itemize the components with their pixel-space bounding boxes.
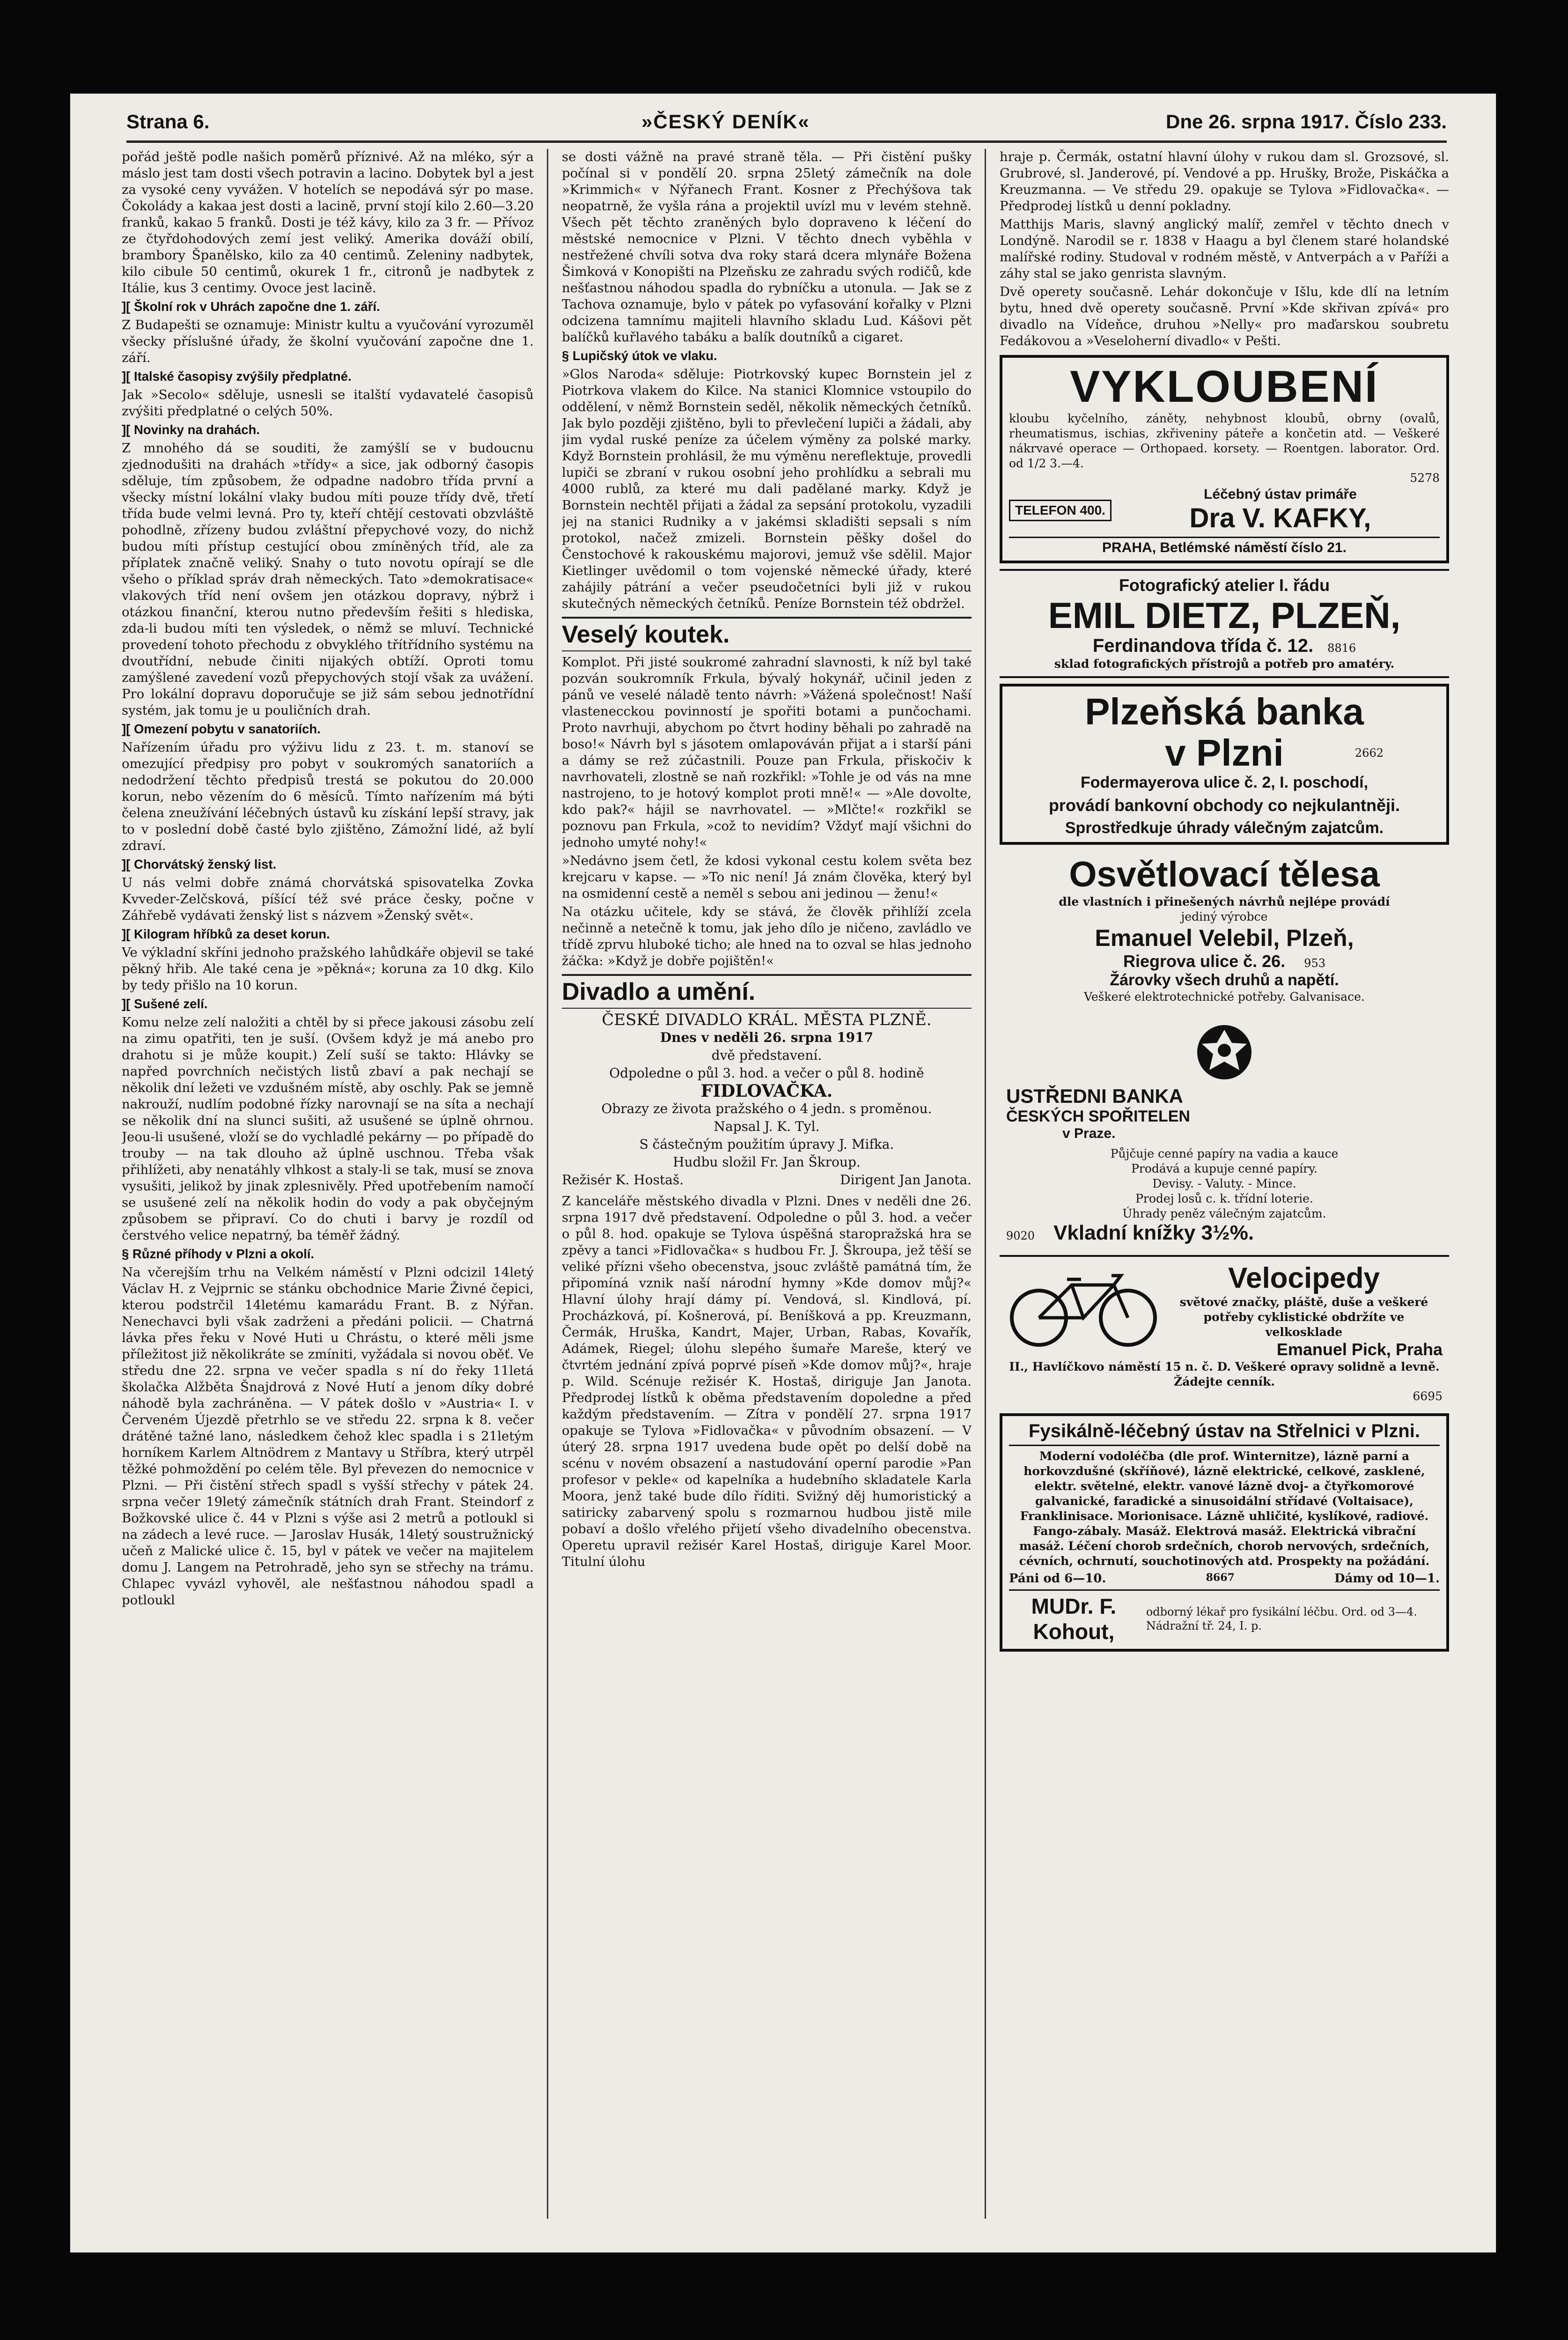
article-text: Matthijs Maris, slavný anglický malíř, zemřel v těchto dnech v Londýně. Narodil se r. 1838 v Haagu a byl členem staré holandské malířské rodiny. Studoval v rodném městě, v Antverpách a v Paříži a záhy stal se jako genrista slavným. [1000, 217, 1449, 281]
play-author: Napsal J. K. Tyl. [714, 1119, 820, 1134]
ad-subtitle: Fotografický atelier I. řádu [1119, 576, 1330, 595]
page-number: Strana 6. [126, 111, 210, 133]
article-text: U nás velmi dobře známá chorvátská spisovatelka Zovka Kvveder-Zelčsková, píšící též své práce česky, počne v Záhřebě vydávati ženský list s názvem »Ženský svět«. [122, 875, 534, 923]
ad-text: sklad fotografických přístrojů a potřeb pro amatéry. [1054, 657, 1395, 671]
ad-text: Prodává a kupuje cenné papíry. [1131, 1162, 1318, 1175]
column-middle [562, 149, 972, 2219]
article-headline: ][ Sušené zelí. [122, 997, 208, 1011]
article-text: hraje p. Čermák, ostatní hlavní úlohy v rukou dam sl. Grozsové, sl. Grubrové, sl. Janderové, pí. Vendové a pp. Hrušky, Brože, Piskáčka a Kreuzmanna. — Ve středu 29. opakuje se Tylova »Fidlovačka«. — Předprodej lístků u denní pokladny. [1000, 149, 1449, 214]
column-rule [985, 149, 986, 2219]
ad-text: odborný lékař pro fysikální léčbu. Ord. od 3—4. Nádražní tř. 24, I. p. [1146, 1605, 1417, 1632]
play-music: Hudbu složil Fr. Jan Škroup. [673, 1154, 861, 1170]
ad-address: II., Havlíčkovo náměstí 15 n. č. D. Veškeré opravy solidně a levně. Žádejte cenník. [1009, 1360, 1440, 1388]
play-title: FIDLOVAČKA. [700, 1081, 833, 1101]
article-headline: ][ Omezení pobytu v sanatoriích. [122, 722, 321, 736]
article-headline: ][ Školní rok v Uhrách započne dne 1. září. [122, 299, 380, 314]
ad-text: světové značky, pláště, duše a veškeré potřeby cyklistické obdržíte ve velkosklade [1179, 1295, 1428, 1339]
ad-name: MUDr. F. Kohout, [1031, 1594, 1117, 1644]
play-subtitle: Obrazy ze života pražského o 4 jedn. s proměnou. [601, 1101, 932, 1116]
ad-headline: Fysikálně-léčebný ústav na Střelnici v Plzni. [1009, 1421, 1440, 1446]
theatre-date: Dnes v neděli 26. srpna 1917 [660, 1030, 874, 1045]
newspaper-title: »ČESKÝ DENÍK« [641, 111, 810, 133]
theatre-article: Z kanceláře městského divadla v Plzni. Dnes v neděli dne 26. srpna 1917 dvě představení. Odpoledne o půl 3. hod. a večer o půl 8. hod. opakuje se Tylova úspěšná staropražská hra se zpěvy a tanci »Fidlovačka« s hudbou Fr. J. Škroupa, jež těší se veliké přízni všeho obecenstva, jsouc zvláště památná tím, že připomíná vznik naší národní hymny »Kde domov můj?« Hlavní úlohy hrají dámy pí. Vendová, sl. Kindlová, pí. Procházková, pí. Košnerová, pí. Beníšková a pp. Kreuzmann, Čermák, Hruška, Kandrt, Majer, Urban, Rabas, Kovařík, Adámek, Riegel; úlohu slepého šumaře Mareše, který ve čtvrtém jednání zpívá poprvé píseň »Kde domov můj?«, hraje p. Wild. Scénuje režisér K. Hostaš, diriguje Jan Janota. Předprodej lístků k oběma představením dopoledne a před každým představením. — Zítra v pondělí 27. srpna 1917 opakuje se Tylova »Fidlovačka« v původním obsazení. — V úterý 28. srpna 1917 uvedena bude opět po delší době na scénu v novém obsazení a nastudování operní parodie »Pan profesor v pekle« od kapelníka a hudebního skladatele Karla Moora, jenž také bude dílo říditi. Svižný děj humoristický a satiricky zabarvený spolu s rozmarnou hudbou jistě mile pobaví a došlo vřelého přijetí všeho divadelního obecenstva. Operetu upravil režisér Karel Hostaš, diriguje Karel Moor. Titulní úlohu [562, 1194, 972, 1569]
article-text: Na včerejším trhu na Velkém náměstí v Plzni odcizil 14letý Václav H. z Vejprnic se stánku obchodnice Marie Živné čepici, kterou podstrčil 14letému kamarádu Frant. B. z Nýřan. Nenechavci byli však zadrženi a předáni policii. — Chatrná lávka přes řeku v Nové Huti u Chrástu, o které měli jsme příležitost již několikráte se zmíniti, vyžádala si novou oběť. Ve středu dne 22. srpna ve večer spadla s ní do řeky 11letá školačka Alžběta Šnajdrová z Nové Hutí a jenom díky dobré náhodě byla zachráněna. — V pátek došlo v »Austria« I. v Červeném Újezdě přetrhlo se ve středu 22. srpna k 8. večer drátěné tažné lano, následkem čehož klec spadla i s 21letým horníkem Karlem Altnödrem z Mantavy u Stříbra, který utrpěl těžké pohmoždění po celém těle. Byl převezen do nemocnice v Plzni. — Při čistění střech spadl s vyšší střechy v pátek 24. srpna večer 19letý zámečník státních drah Frant. Steindorf z Božkovské ulice č. 44 v Plzni s výše asi 2 metrů a potloukl si na zádech a levé ruce. — Jaroslav Husák, 14letý soustružnický učeň z Malické ulice č. 15, byl v pátek ve večer na majitelem domu J. Langem na Petrohradě, jeho syn se střechy na trámu. Chlapec vyvázl vyhověl, ale nešťastnou náhodou spadl a potloukl [122, 1265, 534, 1608]
joke-text: Na otázku učitele, kdy se stává, že člověk přihlíží zcela nečinně a netečně k tomu, jak jeho dílo je ničeno, zavládlo ve třídě zprvu hluboké ticho; ale hned na to ozval se hlas jednoho žáčka: »Když je dobře pojištěn!« [562, 904, 972, 968]
article-text: Z Budapešti se oznamuje: Ministr kultu a vyučování vyrozuměl všecky příslušné úřady, že školní vyučování započne dne 1. září. [122, 317, 534, 365]
ad-text: Devisy. - Valuty. - Mince. [1152, 1177, 1296, 1190]
ad-text: Prodej losů c. k. třídní loterie. [1135, 1192, 1313, 1205]
play-conductor: Dirigent Jan Janota. [840, 1172, 972, 1188]
ad-row [1009, 487, 1440, 534]
ad-text: Úhrady peněz válečným zajatcům. [1122, 1207, 1326, 1220]
ad-headline: Plzeňská banka [1085, 691, 1364, 732]
ad-headline: Osvětlovací tělesa [1069, 855, 1380, 894]
ad-name: Emanuel Velebil, Plzeň, [1095, 925, 1354, 951]
ad-text: Sprostředkuje úhrady válečným zajatcům. [1065, 819, 1384, 837]
article-text: Jak »Secolo« sděluje, usnesli se italští vydavatelé časopisů zvýšiti předplatné o celých 50%. [122, 387, 534, 419]
article-text: Ve výkladní skříni jednoho pražského lahůdkáře objevil se také pěkný hřib. Ale také cena je »pěkná«; koruna za 10 dkg. Kilo by tedy přišlo na 10 korun. [122, 945, 534, 993]
article-text: Komu nelze zelí naložiti a chtěl by si přece jakousi zásobu zelí na zimu opatřiti, ten je suší. (Ovšem když je má anebo pro drahotu si je může koupit.) Zelí suší se takto: Hlávky se napřed povrchních nečistých listů zbaví a pak nechají se několik dní ležeti ve vzdušném místě, aby oschly. Pak se jemně nakrouží, nudlím podobné řízky narovnají se na síta a nechají se několik dní na slunci sušiti, až usušené se úplně ohrnou. Jeou-li usušené, vloží se do vychladlé pekárny — po případě do trouby — na tak dlouho až úplně uschnou. Třeba však přihlížeti, aby nenatáhly vlhkost a staly-li se tak, musí se znova vysušiti, jelikož by jinak zplesnivěly. Před upotřebením namočí se usušené zelí na několik hodin do vody a pak obyčejným způsobem se připraví. Co do chuti i barvy je rozdíl od čerstvého velice nepatrný, ba téměř žádný. [122, 1015, 534, 1243]
article-headline: ][ Chorvátský ženský list. [122, 857, 277, 871]
ad-row: Riegrova ulice č. 26. 953 [1123, 952, 1325, 971]
ad-plzenska-banka [1000, 684, 1449, 845]
ad-telephone: TELEFON 400. [1009, 500, 1112, 521]
article-text: Z mnohého dá se souditi, že zamýšlí se v budoucnu zjednodušiti na drahách »třídy« a sice, jak odborný časopis sděluje, tím způsobem, že odpadne nadobro třída první a všecky místní lokální vlaky budou míti pouze třídy dvě, třetí třída bude velmi levná. Pro ty, kteří chtějí cestovati obzvláště pohodlně, zřízeny budou zvláštní přepychové vozy, do nichž budou míti přístup cestující obou zmíněných tříd, ale za příplatek značně veliký. Snahy o tuto novotu opírají se dle všeho o příklad správ drah německých. Tato »demokratisace« vlakových tříd není ovšem jen otázkou dopravy, nýbrž i otázkou finanční, kterou nutno především řešiti s hlediska, zda-li budou míti ten výsledek, o němž se mluví. Technické provedení tohoto přechodu z obvyklého třítřídního systému na dvoutřídní, nebude činiti nijakých obtíží. Oproti tomu zamýšlené zavedení vozů přepychových stojí však za uvážení. Pro lokální dopravu doporučuje se již sám sebou jednotřídní systém, jak tomu je u pouličních drah. [122, 441, 534, 718]
ad-text: Půjčuje cenné papíry na vadia a kauce [1110, 1147, 1339, 1160]
article-headline: § Různé příhody v Plzni a okolí. [122, 1247, 315, 1261]
ad-velebil [1000, 850, 1449, 1009]
ad-dietz [1000, 569, 1449, 678]
ad-address: Fodermayerova ulice č. 2, I. poschodí, [1080, 774, 1369, 791]
issue-date: Dne 26. srpna 1917. Číslo 233. [1166, 111, 1447, 133]
ad-number: 6695 [1413, 1389, 1443, 1403]
article-text: Nařízením úřadu pro výživu lidu z 23. t. m. stanoví se omezující předpisy pro pobyt v soukromých sanatoriích a nedodržení těchto předpisů trestá se pokutou do 20.000 korun, nebo vězením do 6 měsíců. Tímto nařízením má býti čelena zneužívání léčebných ústavů ku získání lepší stravy, jak to v poslední době časté bylo zjištěno, Zámožní lidé, až bylí zdraví. [122, 740, 534, 853]
newspaper-page [70, 94, 1496, 2252]
column-left [122, 149, 534, 2219]
article-text: »Glos Naroda« sděluje: Piotrkovský kupec Bornstein jel z Piotrkova vlakem do Kilce. Na stanici Klomnice vstoupilo do oddělení, v němž Bornstein seděl, několik německých četníků. Jak bylo později zjištěno, byli to převlečení lupiči a žádali, aby jim vydal ruské peníze za účelem výměny za polské marky. Když Bornstein prohlásil, že mu výměnu nereflektuje, provedli lupiči se zbraní v rukou osobní jeho prohlídku a sebrali mu 4000 rublů, za které mu dali padělané marky. Když je Bornstein nechtěl přijati a žádal za sepsání protokolu, vyzadili jej na stanici Rudniky a v jakémsi skladišti sepsali s ním protokol, načež zmizeli. Bornstein pěšky došel do Čenstochové k rakouskému majorovi, jemuž vše sdělil. Major Kietlinger uvědomil o tom vojenské německé úřady, které zahájily pátrání a večer pseudočetníci byli již v rukou skutečných německých četníků. Peníze Bornstein též obdržel. [562, 367, 972, 611]
bicycle-icon [1006, 1262, 1161, 1351]
ad-institute: Léčebný ústav primáře Dra V. KAFKY, [1189, 487, 1371, 533]
ad-ustredni-banka [1000, 1015, 1449, 1249]
theatre-title: ČESKÉ DIVADLO KRÁL. MĚSTA PLZNĚ. [602, 1011, 932, 1029]
ad-text: provádí bankovní obchody co nejkulantněji. [1048, 796, 1400, 815]
section-heading-vesely-koutek: Veselý koutek. [562, 617, 972, 651]
section-heading-divadlo: Divadlo a umění. [562, 974, 972, 1009]
article-text: se dosti vážně na pravé straně těla. — Při čistění pušky počínal si v pondělí 20. srpna 25letý zámečník na dole »Krimmich« v Nýřanech Frant. Kosner z Přechýšova tak neopatrně, že vyšla rána a projektil uvízl mu v levém stehně. Všech pět těchto zraněných bylo dopraveno k léčení do městské nemocnice v Plzni. V těchto dnech vyběhla v nestřežené chvíli sotva dva roky stará dcera mlynáře Božena Šimková v Konopišti na Plzeňsku ze zahradu svých rodičů, kde nešťastnou náhodou spadla do rybníčku a utonula. — Jak se z Tachova oznamuje, bylo v pátek po vyfasování kořalky v Plzni odcizena tamnímu majiteli hlavního skladu Lud. Kášovi pět balíčků kuřlavého tabáku a balík doutníků a cigaret. [562, 149, 972, 345]
column-rule [547, 149, 548, 2219]
article-headline: ][ Novinky na drahách. [122, 422, 260, 437]
ad-row [1009, 1589, 1440, 1644]
ad-address: PRAHA, Betlémské náměstí číslo 21. [1009, 537, 1440, 556]
article-text: Dvě operety současně. Lehár dokončuje v Išlu, kde dlí na letním bytu, hned dvě operety současně. První »Kde skřivan zpívá« pro divadlo na Vídeňce, druhou »Nelly« pro maďarskou soubretu Fedákovou a »Veseloherní divadlo« v Pešti. [1000, 284, 1449, 348]
ad-name: Emanuel Pick, Praha [1276, 1340, 1443, 1359]
theatre-times: Odpoledne o půl 3. hod. a večer o půl 8. hodině [609, 1065, 924, 1081]
ad-velocipedy [1000, 1255, 1449, 1408]
ad-headline: USTŘEDNI BANKA [1006, 1085, 1183, 1107]
ad-fysikalne-lecebny [1000, 1413, 1449, 1652]
ad-subtitle: v Praze. [1062, 1126, 1116, 1141]
eagle-emblem-icon [1192, 1019, 1257, 1085]
play-note: S částečným použitím úpravy J. Mifka. [639, 1137, 894, 1152]
ad-hours: Páni od 6—10. 8667 Dámy od 10—1. [1009, 1572, 1440, 1586]
article-headline: ][ Kilogram hříbků za deset korun. [122, 927, 330, 941]
ad-text: Moderní vodoléčba (dle prof. Winternitze), lázně parní a horkovzdušné (skříňové), lázně elektrické, celkové, zasklené, elektr. světelné, elektr. vanové lázně dvoj- a čtyřkomorové galvanické, faradické a sinusoidální střídavé (Voltaisace), Franklinisace. Morionisace. Lázně uhličité, kyslíkové, radiové. Fango-zábaly. Masáž. Elektrová masáž. Elektrická vibrační masáž. Léčení chorob srdečních, chorob nervových, srdečních, cévních, ochrnutí, souchotinových atd. Prospekty na požádání. [1019, 1449, 1430, 1568]
ad-text: kloubu kyčelního, záněty, nehybnost kloubů, obrny (ovalů, rheumatismus, ischias, zkřiveniny páteře a končetin atd. — Veškeré nákrvavé operace — Orthopaed. korsety. — Roentgen. laborator. Ord. od 1/2 3.—4. [1009, 412, 1440, 470]
joke-text: »Nedávno jsem četl, že kdosi vykonal cestu kolem světa bez krejcaru v kapse. — »To nic není! Já znám člověka, který byl na osmidenní cestě a neměl s sebou ani jedinou — ženu!« [562, 853, 972, 901]
article-headline: ][ Italské časopisy zvýšily předplatné. [122, 369, 352, 384]
ad-subtitle: ČESKÝCH SPOŘITELEN [1006, 1107, 1190, 1125]
ad-row: Ferdinandova třída č. 12. 8816 [1092, 635, 1356, 656]
ad-vykloubeni [1000, 355, 1449, 563]
ad-number: 5278 [1410, 471, 1440, 485]
ad-row: v Plzni 2662 [1165, 732, 1384, 774]
ad-text: Veškeré elektrotechnické potřeby. Galvanisace. [1084, 990, 1365, 1004]
play-credits [562, 1172, 972, 1188]
play-director: Režisér K. Hostaš. [562, 1172, 684, 1188]
column-right [1000, 149, 1449, 2219]
ad-headline: EMIL DIETZ, PLZEŇ, [1048, 595, 1401, 636]
ad-text: jediný výrobce [1181, 910, 1268, 923]
article-text: pořád ještě podle našich poměrů příznivé. Až na mléko, sýr a máslo jest tam dosti všech potravin a lacino. Dobytek byl a jest za vysoké ceny vyvážen. V hotelích se nepodává sýr po mase. Čokolády a kakaa jest dosti a lacině, první stojí kilo 2.60—3.20 franků, kakao 5 franků. Dosti je též kávy, kilo za 3 fr. — Přívoz ze čtyřdohodových zemí jest veliký. Amerika dováží obilí, brambory Španělsko, kilo za 40 centimů. Zeleniny nadbytek, kilo cibule 50 centimů, okurek 1 fr., citronů je nadbytek z Itálie, kus 3 centimy. Ovoce jest lacině. [122, 149, 534, 295]
page-header [126, 108, 1447, 143]
theatre-performances: dvě představení. [711, 1048, 822, 1063]
ad-text: dle vlastních i přinešených návrhů nejlépe provádí [1059, 895, 1390, 908]
ad-row [1006, 1262, 1443, 1359]
ad-copy [1165, 1262, 1443, 1359]
ad-headline: Velocipedy [1228, 1262, 1380, 1294]
ad-row: 9020 Vkladní knížky 3½%. [1006, 1221, 1254, 1244]
article-headline: § Lupičský útok ve vlaku. [562, 348, 717, 363]
ad-headline: VYKLOUBENÍ [1070, 362, 1379, 412]
ad-text: Žárovky všech druhů a napětí. [1110, 971, 1339, 989]
joke-text: Komplot. Při jisté soukromé zahradní slavnosti, k níž byl také pozván soukromník Frkula, bývalý hokynář, učinil jeden z pánů ve veselé náladě tento návrh: »Vážená společnost! Naší vlastenecckou povinností je spořiti botami a punčochami. Proto navrhuji, abychom po čtvrt hodiny běhali po zahradě na boso!« Návrh byl s jásotem omlapováván přijat a i starší páni a dámy se rež zúčastnili. Pouze pan Frkula, přiskočiv k navrhovateli, zlostně se naň rozkřikl: »Tohle je od vás na mne nastrojeno, to je hotový komplot proti mně!« — »Ale dovolte, kdo pak?« hájil se navrhovatel. — »Mlčte!« rozkřikl se poznovu pan Frkula, »což to nevidím? Vždyť mají všichni do jednoho umyté nohy!« [562, 655, 972, 850]
